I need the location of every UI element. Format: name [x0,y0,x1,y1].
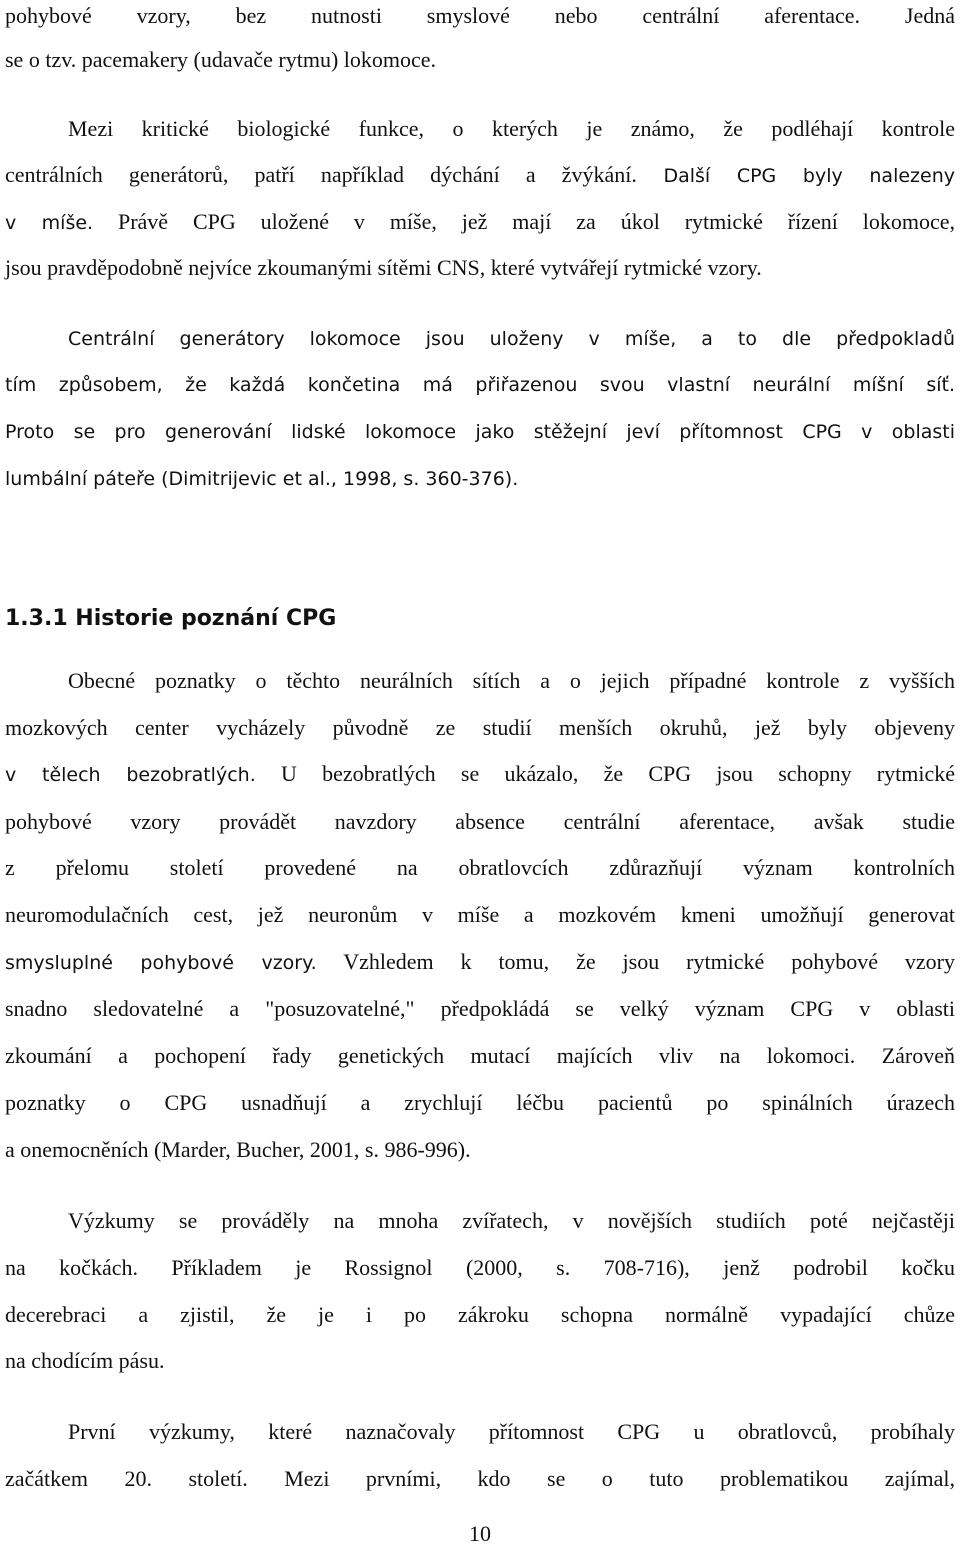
text-segment: v míše. [5,212,94,234]
paragraph-line: Obecné poznatky o těchto neurálních sítích a o jejich případné kontrole z vyšších [68,668,955,693]
paragraph-line: pohybové vzory provádět navzdory absence centrální aferentace, avšak studie [5,809,955,834]
paragraph-line: na kočkách. Příkladem je Rossignol (2000, s. 708-716), jenž podrobil kočku [5,1255,955,1280]
text-segment: Vzhledem k tomu, že jsou rytmické pohybové vzory [316,949,956,974]
paragraph-line [5,159,955,191]
paragraph-line: Mezi kritické biologické funkce, o kterých je známo, že podléhají kontrole [68,116,955,141]
text-segment: U bezobratlých se ukázalo, že CPG jsou schopny rytmické [255,761,955,786]
text-segment: Další CPG byly nalezeny [636,165,955,187]
paragraph-line: na chodícím pásu. [5,1348,165,1373]
text-segment: smysluplné pohybové vzory. [5,952,317,974]
page-number: 10 [469,1521,491,1546]
paragraph-line: začátkem 20. století. Mezi prvními, kdo se o tuto problematikou zajímal, [5,1466,955,1491]
paragraph-line: neuromodulačních cest, jež neuronům v míše a mozkovém kmeni umožňují generovat [5,902,955,927]
text-segment: Právě CPG uložené v míše, jež mají za úkol rytmické řízení lokomoce, [93,209,955,234]
paragraph-line: Centrální generátory lokomoce jsou uloženy v míše, a to dle předpokladů [68,328,955,350]
paragraph-line: lumbální páteře (Dimitrijevic et al., 1998, s. 360-376). [5,468,519,490]
text-segment: v tělech bezobratlých. [5,764,256,786]
paragraph-line: Výzkumy se prováděly na mnoha zvířatech, v novějších studiích poté nejčastěji [68,1208,955,1233]
paragraph-line: poznatky o CPG usnadňují a zrychlují léčbu pacientů po spinálních úrazech [5,1090,955,1115]
paragraph-line: tím způsobem, že každá končetina má přiřazenou svou vlastní neurální míšní síť. [5,374,955,396]
paragraph-line: a onemocněních (Marder, Bucher, 2001, s. 986-996). [5,1137,471,1162]
paragraph-line [5,946,955,978]
paragraph-line: zkoumání a pochopení řady genetických mutací majících vliv na lokomoci. Zároveň [5,1043,955,1068]
paragraph-line: snadno sledovatelné a "posuzovatelné," předpokládá se velký význam CPG v oblasti [5,996,955,1021]
paragraph-line: decerebraci a zjistil, že je i po zákroku schopna normálně vypadající chůze [5,1302,955,1327]
paragraph-line: mozkových center vycházely původně ze studií menších okruhů, jež byly objeveny [5,715,955,740]
section-heading: 1.3.1 Historie poznání CPG [5,606,337,631]
paragraph-line: pohybové vzory, bez nutnosti smyslové nebo centrální aferentace. Jedná [5,3,955,28]
text-segment: centrálních generátorů, patří například dýchání a žvýkání. [5,162,637,187]
paragraph-line [5,758,955,790]
paragraph-line: jsou pravděpodobně nejvíce zkoumanými sítěmi CNS, které vytvářejí rytmické vzory. [5,255,762,280]
paragraph-line: se o tzv. pacemakery (udavače rytmu) lokomoce. [5,47,437,72]
paragraph-line: Proto se pro generování lidské lokomoce jako stěžejní jeví přítomnost CPG v oblasti [5,421,955,443]
paragraph-line [5,206,955,238]
paragraph-line: z přelomu století provedené na obratlovcích zdůrazňují význam kontrolních [5,855,955,880]
paragraph-line: První výzkumy, které naznačovaly přítomnost CPG u obratlovců, probíhaly [68,1419,955,1444]
